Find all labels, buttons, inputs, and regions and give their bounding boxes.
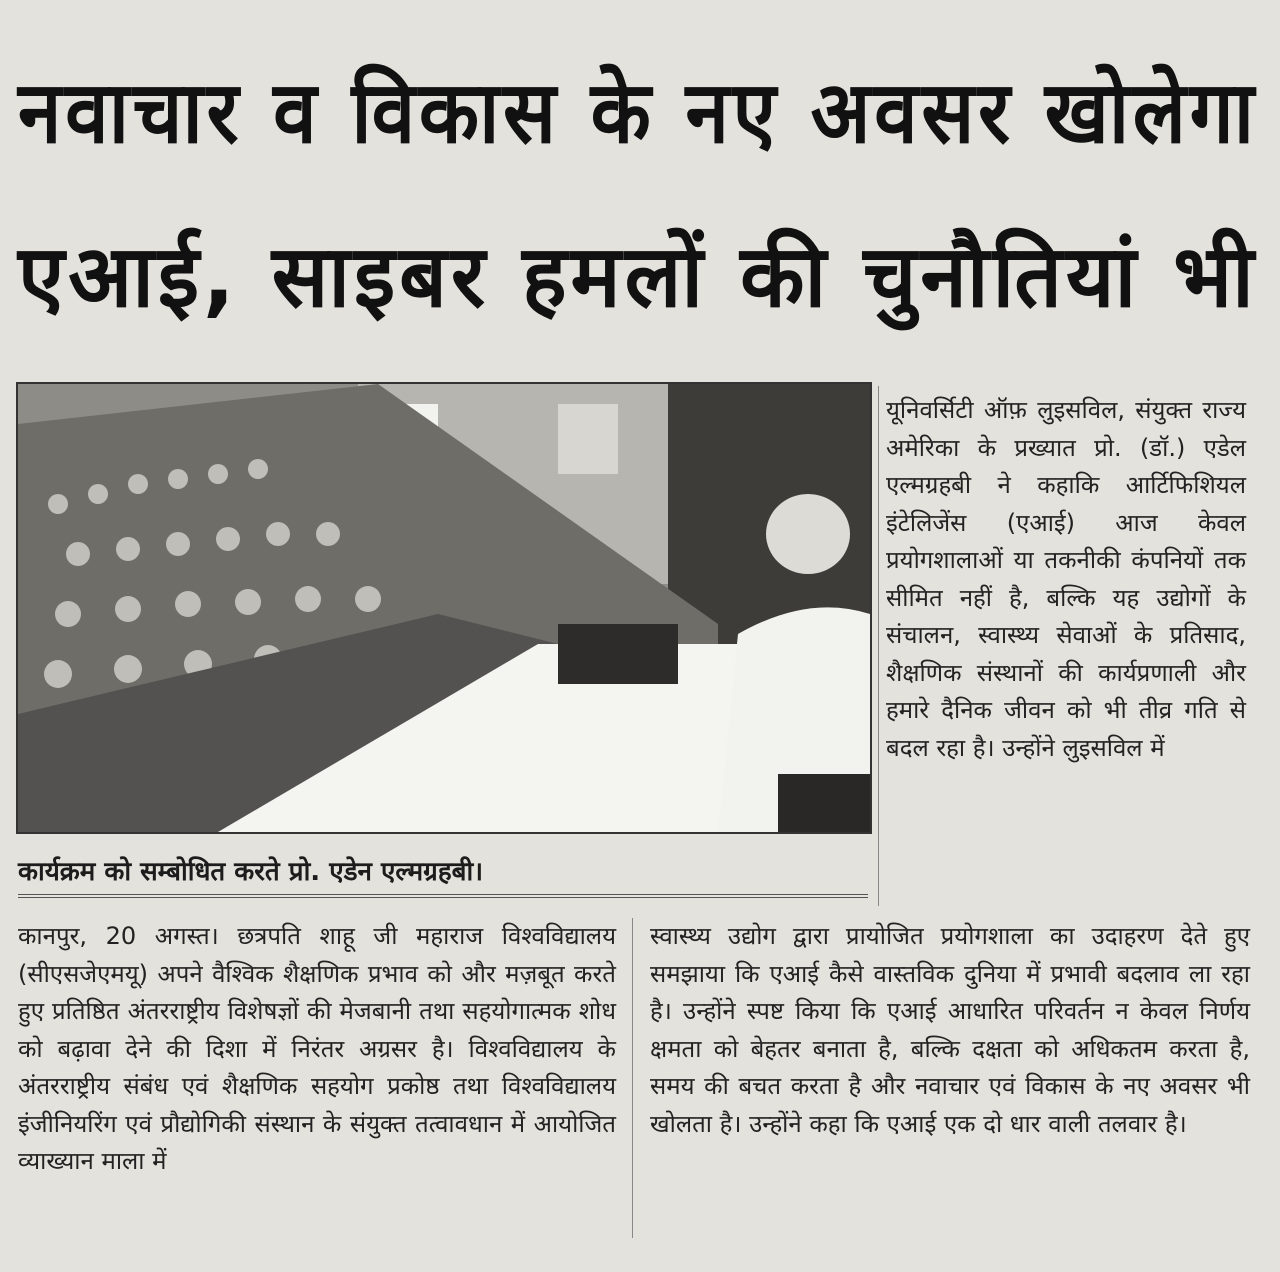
headline-line-2: एआई, साइबर हमलों की चुनौतियां भी [18, 227, 1258, 327]
headline-line-1: नवाचार व विकास के नए अवसर खोलेगा [18, 63, 1258, 163]
news-photo [16, 382, 872, 834]
article-column-right-top: यूनिवर्सिटी ऑफ़ लुइसविल, संयुक्त राज्य अमेरिका के प्रख्यात प्रो. (डॉ.) एडेल एल्मग्रहबी ने कहाकि आर्टिफिशियल इंटेलिजेंस (एआई) आज केवल प्रयोगशालाओं या तकनीकी कंपनियों तक सीमित नहीं है, बल्कि यह उद्योगों के संचालन, स्वास्थ्य सेवाओं के प्रतिसाद, शैक्षणिक संस्थानों की कार्यप्रणाली और हमारे दैनिक जीवन को भी तीव्र गति से बदल रहा है। उन्होंने लुइसविल में [886, 396, 1246, 762]
lecture-hall-photo [18, 384, 870, 832]
column-divider [878, 386, 879, 906]
article-column-right-continued: स्वास्थ्य उद्योग द्वारा प्रायोजित प्रयोगशाला का उदाहरण देते हुए समझाया कि एआई कैसे वास्तविक दुनिया में प्रभावी बदलाव ला रहा है। उन्होंने स्पष्ट किया कि एआई आधारित परिवर्तन न केवल निर्णय क्षमता को बेहतर बनाता है, बल्कि दक्षता को अधिकतम करता है, समय की बचत करता है और नवाचार एवं विकास के नए अवसर भी खोलता है। उन्होंने कहा कि एआई एक दो धार वाली तलवार है। [650, 922, 1250, 1138]
article-column-left: कानपुर, 20 अगस्त। छत्रपति शाहू जी महाराज विश्वविद्यालय (सीएसजेएमयू) अपने वैश्विक शैक्षणिक प्रभाव को और मज़बूत करते हुए प्रतिष्ठित अंतरराष्ट्रीय विशेषज्ञों की मेजबानी तथा सहयोगात्मक शोध को बढ़ावा देने की दिशा में निरंतर अग्रसर है। विश्वविद्यालय के अंतरराष्ट्रीय संबंध एवं शैक्षणिक सहयोग प्रकोष्ठ तथा विश्वविद्यालय इंजीनियरिंग एवं प्रौद्योगिकी संस्थान के संयुक्त तत्वावधान में आयोजित व्याख्यान माला में [18, 922, 616, 1175]
photo-caption: कार्यक्रम को सम्बोधित करते प्रो. एडेन एल्मग्रहबी। [18, 850, 868, 898]
column-divider [632, 918, 633, 1238]
